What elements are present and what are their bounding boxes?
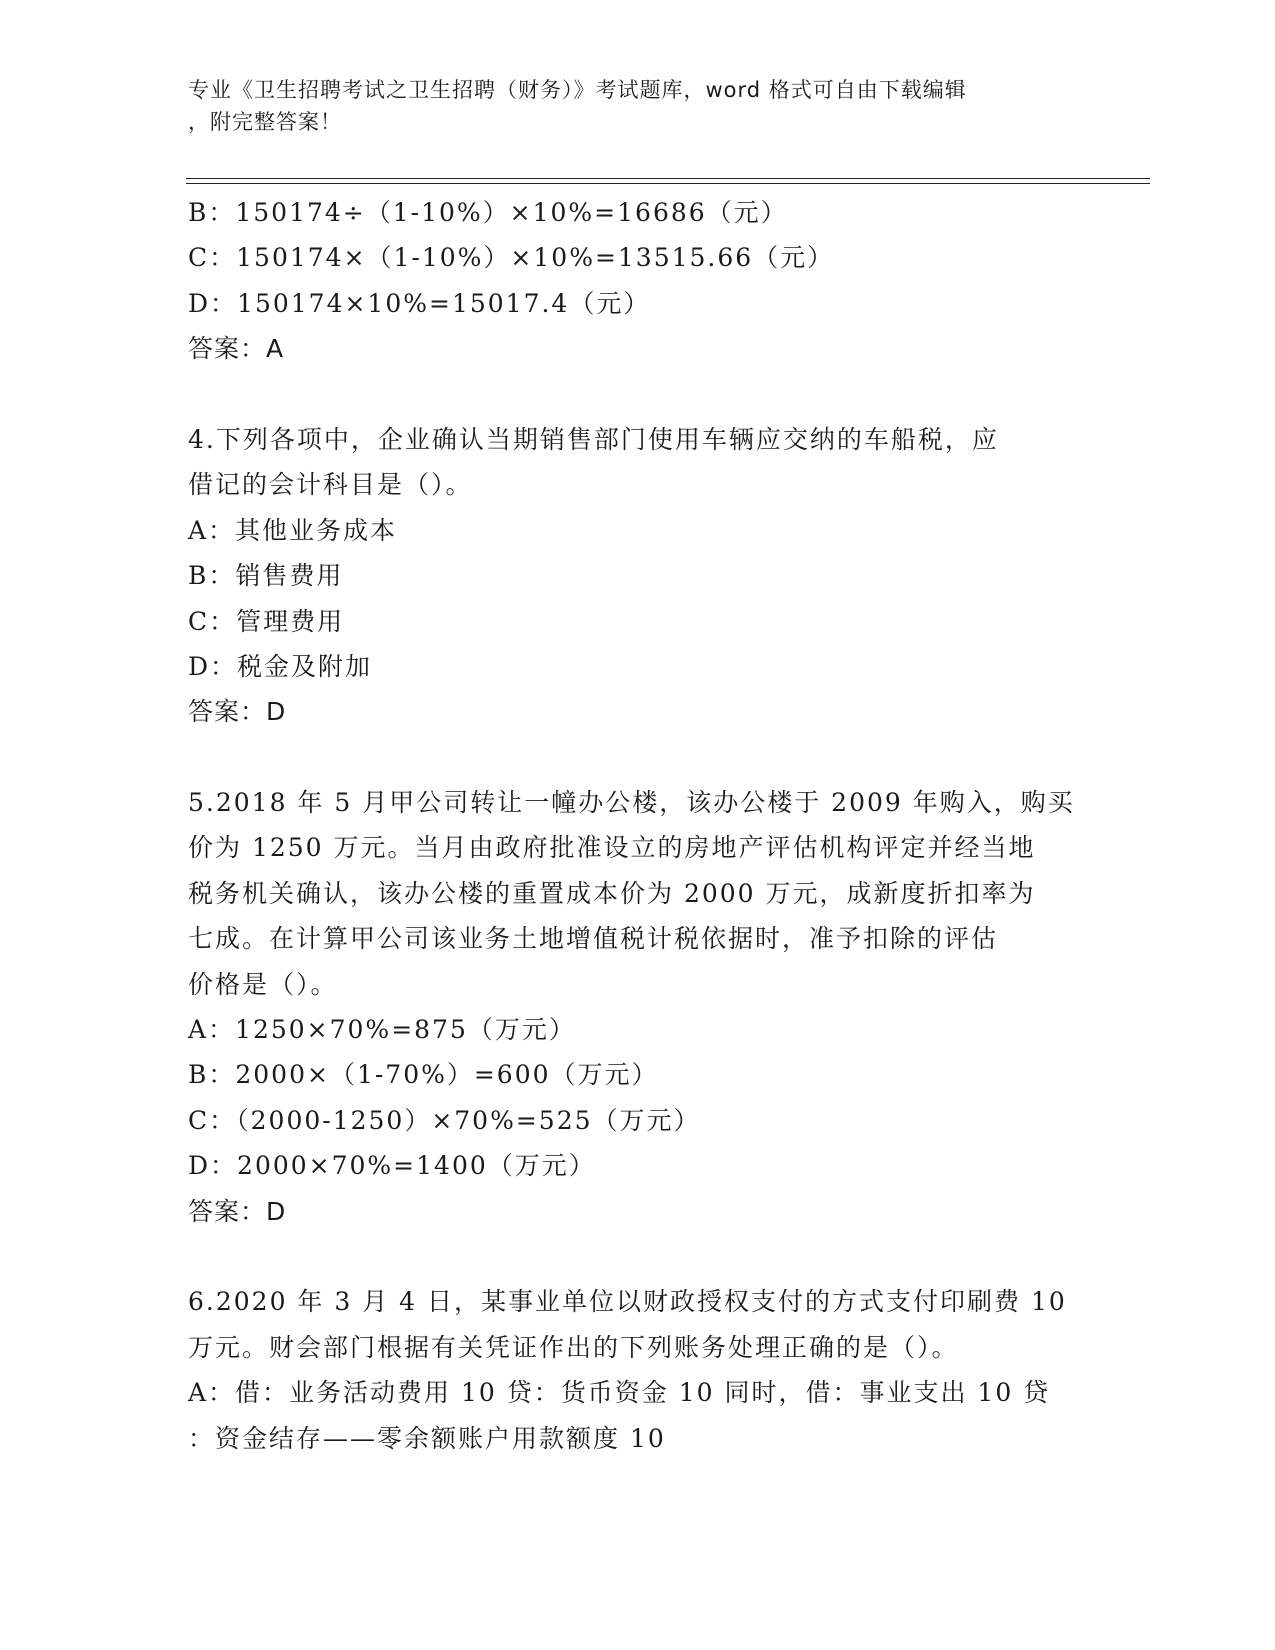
q6-option-a-line-2: ：资金结存——零余额账户用款额度 10	[188, 1423, 666, 1453]
q5-stem-line-3: 税务机关确认，该办公楼的重置成本价为 2000 万元，成新度折扣率为	[188, 878, 1036, 908]
q5-option-b: B：2000×（1-70%）=600（万元）	[188, 1060, 659, 1090]
spacer	[188, 735, 1088, 780]
question-4	[188, 417, 1088, 735]
q5-option-d: D：2000×70%=1400（万元）	[188, 1151, 596, 1181]
q4-option-d: D：税金及附加	[188, 651, 373, 681]
question-3	[188, 190, 1088, 372]
spacer	[188, 372, 1088, 417]
q4-answer: 答案：D	[188, 697, 287, 727]
q5-stem-line-4: 七成。在计算甲公司该业务土地增值税计税依据时，准予扣除的评估	[188, 924, 999, 954]
header-line-1: 专业《卫生招聘考试之卫生招聘（财务）》考试题库，word 格式可自由下载编辑	[188, 78, 967, 102]
question-6	[188, 1279, 1088, 1461]
q3-option-d: D：150174×10%=15017.4（元）	[188, 288, 651, 318]
q5-stem-line-2: 价为 1250 万元。当月由政府批准设立的房地产评估机构评定并经当地	[188, 833, 1036, 863]
q4-stem-line-1: 4.下列各项中，企业确认当期销售部门使用车辆应交纳的车船税，应	[188, 424, 999, 454]
header-line-2: ，附完整答案！	[188, 110, 342, 134]
q5-option-a: A：1250×70%=875（万元）	[188, 1015, 576, 1045]
q5-option-c: C：（2000-1250）×70%=525（万元）	[188, 1105, 701, 1135]
q3-option-c: C：150174×（1-10%）×10%=13515.66（元）	[188, 243, 835, 273]
q6-option-a-line-1: A：借：业务活动费用 10 贷：货币资金 10 同时，借：事业支出 10 贷	[188, 1378, 1051, 1408]
question-content	[188, 190, 1088, 1461]
q5-stem-line-5: 价格是（）。	[188, 969, 338, 999]
question-5	[188, 780, 1088, 1234]
q4-option-a: A：其他业务成本	[188, 515, 398, 545]
q6-stem-line-2: 万元。财会部门根据有关凭证作出的下列账务处理正确的是（）。	[188, 1332, 959, 1362]
q4-stem-line-2: 借记的会计科目是（）。	[188, 470, 473, 500]
q4-option-b: B：销售费用	[188, 561, 344, 591]
q6-stem-line-1: 6.2020 年 3 月 4 日，某事业单位以财政授权支付的方式支付印刷费 10	[188, 1287, 1067, 1317]
document-header	[188, 74, 1068, 138]
q5-answer: 答案：D	[188, 1196, 287, 1226]
q3-answer: 答案：A	[188, 334, 285, 364]
q5-stem-line-1: 5.2018 年 5 月甲公司转让一幢办公楼，该办公楼于 2009 年购入，购买	[188, 788, 1075, 818]
q3-option-b: B：150174÷（1-10%）×10%=16686（元）	[188, 198, 788, 227]
header-divider-bottom	[186, 183, 1150, 184]
q4-option-c: C：管理费用	[188, 606, 345, 636]
header-divider-top	[186, 178, 1150, 179]
spacer	[188, 1234, 1088, 1279]
